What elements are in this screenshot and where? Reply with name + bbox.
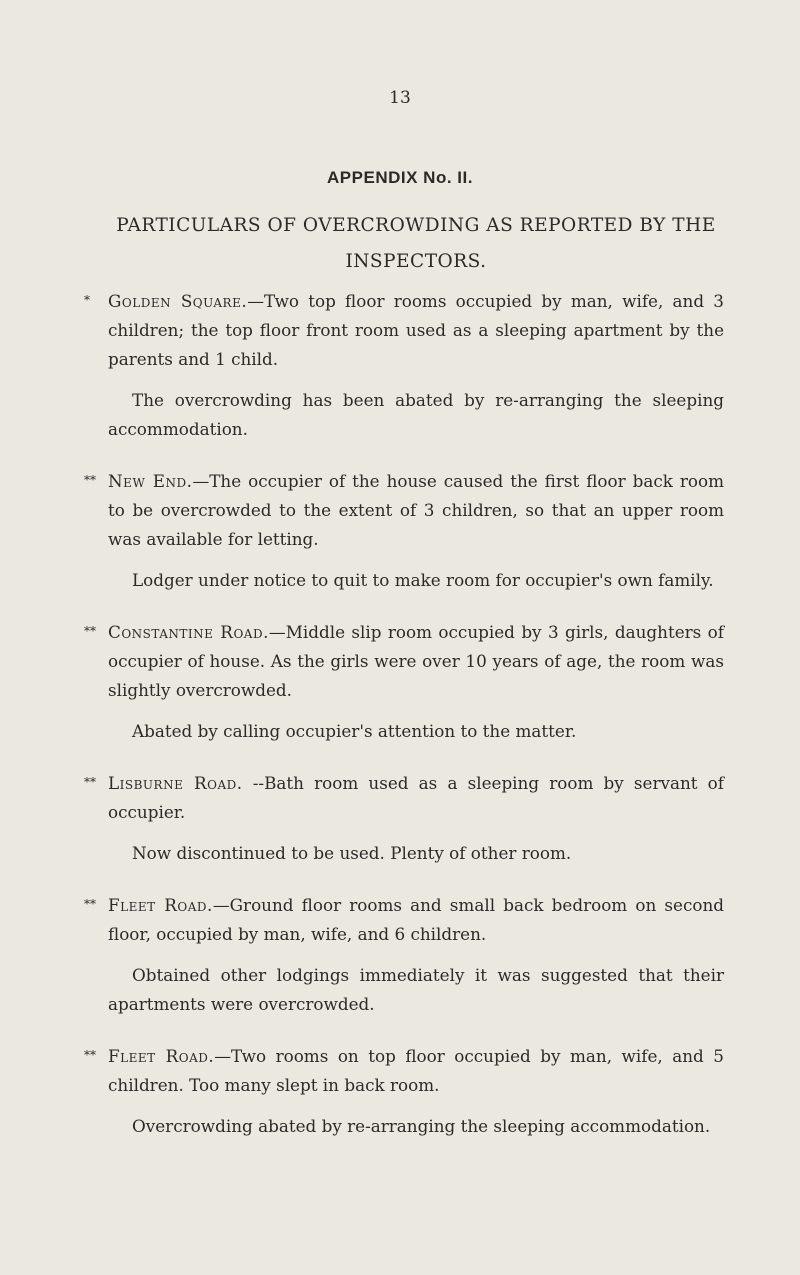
entry-place: New End. <box>108 471 193 491</box>
entry-place: Golden Square. <box>108 291 248 311</box>
entry-description: —Two top floor rooms occupied by man, wife, and 3 children; the top floor front room used as a sleeping apartment by the parents and 1 child. <box>108 291 724 369</box>
entry-description: —The occupier of the house caused the first floor back room to be overcrowded to the extent of 3 children, so that an upper room was available for letting. <box>108 471 724 549</box>
entry-place: Fleet Road. <box>108 895 213 915</box>
entry-lisburne-road <box>84 768 724 868</box>
entry-text <box>84 286 724 374</box>
entry-description: --Bath room used as a sleeping room by servant of occupier. <box>108 773 724 822</box>
entry-description: —Ground floor rooms and small back bedroom on second floor, occupied by man, wife, and 6 children. <box>108 895 724 944</box>
entry-description: —Two rooms on top floor occupied by man, wife, and 5 children. Too many slept in back room. <box>108 1046 724 1095</box>
entry-text <box>84 466 724 554</box>
entry-note: Lodger under notice to quit to make room for occupier's own family. <box>132 570 714 590</box>
entries-list <box>84 286 724 1163</box>
entry-constantine-road <box>84 617 724 746</box>
entry-place: Lisburne Road. <box>108 773 243 793</box>
entry-note: Obtained other lodgings immediately it was suggested that their apartments were overcrowded. <box>108 965 724 1014</box>
entry-marker: ** <box>84 897 96 911</box>
entry-marker: ** <box>84 1048 96 1062</box>
entry-fleet-road-1 <box>84 890 724 1019</box>
entry-marker: ** <box>84 473 96 487</box>
entry-note: Abated by calling occupier's attention to the matter. <box>132 721 577 741</box>
entry-text <box>84 768 724 827</box>
entry-marker: * <box>84 293 90 307</box>
entry-text <box>84 890 724 949</box>
entry-marker: ** <box>84 775 96 789</box>
entry-note: Overcrowding abated by re-arranging the sleeping accommodation. <box>132 1116 711 1136</box>
appendix-heading: APPENDIX No. II. <box>327 168 473 187</box>
report-title: PARTICULARS OF OVERCROWDING AS REPORTED BY THE INSPECTORS. <box>116 215 716 272</box>
entry-place: Fleet Road. <box>108 1046 215 1066</box>
entry-note: Now discontinued to be used. Plenty of other room. <box>132 843 572 863</box>
entry-place: Constantine Road. <box>108 622 269 642</box>
entry-description: —Middle slip room occupied by 3 girls, daughters of occupier of house. As the girls were over 10 years of age, the room was slightly overcrowded. <box>108 622 724 700</box>
entry-note: The overcrowding has been abated by re-arranging the sleeping accommodation. <box>108 390 724 439</box>
entry-text <box>84 1041 724 1100</box>
entry-new-end <box>84 466 724 595</box>
entry-fleet-road-2 <box>84 1041 724 1141</box>
entry-marker: ** <box>84 624 96 638</box>
entry-text <box>84 617 724 705</box>
page-number: 13 <box>389 88 411 108</box>
entry-golden-square <box>84 286 724 444</box>
